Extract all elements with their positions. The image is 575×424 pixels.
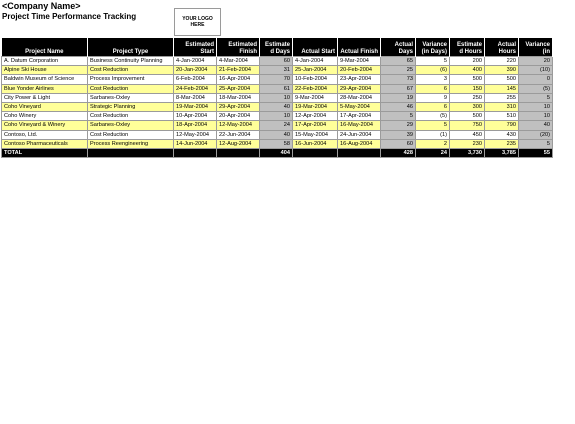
col-variance-days[interactable]: Variance (in Days) [416, 38, 450, 57]
cell-actual-start[interactable]: 17-Apr-2004 [293, 121, 338, 130]
total-variance-days[interactable]: 24 [416, 148, 450, 157]
total-label: TOTAL [2, 148, 88, 157]
col-estimated-days[interactable]: Estimate d Days [260, 38, 293, 57]
cell-variance-days[interactable]: 6 [416, 102, 450, 111]
cell-estimated-hours[interactable]: 250 [450, 93, 485, 102]
col-actual-finish[interactable]: Actual Finish [338, 38, 381, 57]
cell-estimated-start[interactable]: 24-Feb-2004 [174, 84, 217, 93]
cell-actual-hours[interactable]: 500 [485, 75, 519, 84]
cell-actual-start[interactable]: 16-Jun-2004 [293, 139, 338, 148]
cell-project-name[interactable]: Baldwin Museum of Science [2, 75, 88, 84]
cell-actual-start[interactable]: 25-Jan-2004 [293, 66, 338, 75]
cell-actual-finish[interactable]: 20-Feb-2004 [338, 66, 381, 75]
cell-estimated-start[interactable]: 8-Mar-2004 [174, 93, 217, 102]
col-variance-hours[interactable]: Variance (in [519, 38, 553, 57]
cell-actual-start[interactable]: 9-Mar-2004 [293, 93, 338, 102]
col-project-name[interactable]: Project Name [2, 38, 88, 57]
cell-project-type[interactable]: Process Reengineering [88, 139, 174, 148]
total-cell [88, 148, 174, 157]
cell-estimated-start[interactable]: 12-May-2004 [174, 130, 217, 139]
cell-actual-days[interactable]: 60 [381, 139, 416, 148]
cell-estimated-finish[interactable]: 12-May-2004 [217, 121, 260, 130]
cell-variance-hours[interactable]: 10 [519, 102, 553, 111]
cell-estimated-days[interactable]: 60 [260, 57, 293, 66]
cell-variance-days[interactable]: 3 [416, 75, 450, 84]
cell-variance-hours[interactable]: 10 [519, 112, 553, 121]
cell-estimated-start[interactable]: 20-Jan-2004 [174, 66, 217, 75]
cell-estimated-finish[interactable]: 12-Aug-2004 [217, 139, 260, 148]
cell-estimated-start[interactable]: 14-Jun-2004 [174, 139, 217, 148]
cell-actual-hours[interactable]: 790 [485, 121, 519, 130]
cell-variance-days[interactable]: (6) [416, 66, 450, 75]
table-row [2, 130, 553, 139]
cell-estimated-days[interactable]: 61 [260, 84, 293, 93]
cell-project-name[interactable]: Contoso Pharmaceuticals [2, 139, 88, 148]
col-actual-start[interactable]: Actual Start [293, 38, 338, 57]
cell-estimated-hours[interactable]: 150 [450, 84, 485, 93]
cell-actual-start[interactable]: 10-Feb-2004 [293, 75, 338, 84]
cell-estimated-finish[interactable]: 21-Feb-2004 [217, 66, 260, 75]
cell-actual-days[interactable]: 65 [381, 57, 416, 66]
cell-project-name[interactable]: City Power & Light [2, 93, 88, 102]
cell-estimated-start[interactable]: 10-Apr-2004 [174, 112, 217, 121]
cell-actual-hours[interactable]: 145 [485, 84, 519, 93]
cell-estimated-start[interactable]: 18-Apr-2004 [174, 121, 217, 130]
table-row [2, 93, 553, 102]
cell-actual-finish[interactable]: 16-May-2004 [338, 121, 381, 130]
cell-estimated-hours[interactable]: 750 [450, 121, 485, 130]
cell-actual-days[interactable]: 25 [381, 66, 416, 75]
total-estimated-hours[interactable]: 3,730 [450, 148, 485, 157]
cell-variance-hours[interactable]: 0 [519, 75, 553, 84]
cell-actual-hours[interactable]: 255 [485, 93, 519, 102]
cell-variance-days[interactable]: 5 [416, 121, 450, 130]
cell-project-name[interactable]: A. Datum Corporation [2, 57, 88, 66]
cell-actual-finish[interactable]: 29-Apr-2004 [338, 84, 381, 93]
cell-estimated-days[interactable]: 10 [260, 93, 293, 102]
cell-actual-finish[interactable]: 28-Mar-2004 [338, 93, 381, 102]
table-row [2, 139, 553, 148]
cell-variance-hours[interactable]: 5 [519, 93, 553, 102]
cell-estimated-start[interactable]: 4-Jan-2004 [174, 57, 217, 66]
cell-variance-days[interactable]: 2 [416, 139, 450, 148]
total-actual-days[interactable]: 428 [381, 148, 416, 157]
cell-actual-start[interactable]: 22-Feb-2004 [293, 84, 338, 93]
cell-project-type[interactable]: Cost Reduction [88, 66, 174, 75]
cell-variance-days[interactable]: 5 [416, 57, 450, 66]
cell-estimated-days[interactable]: 10 [260, 112, 293, 121]
col-estimated-hours[interactable]: Estimate d Hours [450, 38, 485, 57]
table-row [2, 102, 553, 111]
cell-project-type[interactable]: Sarbanes-Oxley [88, 121, 174, 130]
cell-variance-hours[interactable]: 40 [519, 121, 553, 130]
total-variance-hours[interactable]: 55 [519, 148, 553, 157]
total-cell [174, 148, 217, 157]
col-estimated-finish[interactable]: Estimated Finish [217, 38, 260, 57]
cell-project-name[interactable]: Contoso, Ltd. [2, 130, 88, 139]
cell-project-type[interactable]: Sarbanes-Oxley [88, 93, 174, 102]
cell-actual-hours[interactable]: 390 [485, 66, 519, 75]
cell-project-name[interactable]: Alpine Ski House [2, 66, 88, 75]
cell-actual-start[interactable]: 12-Apr-2004 [293, 112, 338, 121]
cell-actual-hours[interactable]: 510 [485, 112, 519, 121]
cell-estimated-finish[interactable]: 29-Apr-2004 [217, 102, 260, 111]
cell-variance-days[interactable]: 6 [416, 84, 450, 93]
total-estimated-days[interactable]: 404 [260, 148, 293, 157]
total-cell [338, 148, 381, 157]
cell-estimated-days[interactable]: 40 [260, 130, 293, 139]
cell-estimated-finish[interactable]: 4-Mar-2004 [217, 57, 260, 66]
cell-actual-finish[interactable]: 23-Apr-2004 [338, 75, 381, 84]
cell-estimated-hours[interactable]: 230 [450, 139, 485, 148]
cell-actual-finish[interactable]: 16-Aug-2004 [338, 139, 381, 148]
total-row [2, 148, 553, 157]
table-row [2, 57, 553, 66]
cell-estimated-finish[interactable]: 20-Apr-2004 [217, 112, 260, 121]
cell-actual-finish[interactable]: 17-Apr-2004 [338, 112, 381, 121]
col-actual-days[interactable]: Actual Days [381, 38, 416, 57]
cell-project-type[interactable]: Process Improvement [88, 75, 174, 84]
logo-text-line2: HERE [190, 22, 205, 28]
cell-actual-finish[interactable]: 24-Jun-2004 [338, 130, 381, 139]
cell-project-type[interactable]: Strategic Planning [88, 102, 174, 111]
cell-estimated-hours[interactable]: 300 [450, 102, 485, 111]
cell-estimated-finish[interactable]: 16-Apr-2004 [217, 75, 260, 84]
table-row [2, 112, 553, 121]
total-cell [293, 148, 338, 157]
company-name: <Company Name> [2, 1, 81, 11]
cell-actual-days[interactable]: 39 [381, 130, 416, 139]
cell-actual-hours[interactable]: 310 [485, 102, 519, 111]
cell-project-type[interactable]: Cost Reduction [88, 112, 174, 121]
table-row [2, 75, 553, 84]
table-row [2, 66, 553, 75]
header-row [2, 38, 553, 57]
cell-estimated-finish[interactable]: 18-Mar-2004 [217, 93, 260, 102]
cell-estimated-days[interactable]: 31 [260, 66, 293, 75]
cell-actual-days[interactable]: 46 [381, 102, 416, 111]
cell-actual-days[interactable]: 5 [381, 112, 416, 121]
cell-actual-days[interactable]: 19 [381, 93, 416, 102]
cell-actual-days[interactable]: 73 [381, 75, 416, 84]
cell-actual-hours[interactable]: 235 [485, 139, 519, 148]
cell-variance-hours[interactable]: (20) [519, 130, 553, 139]
col-actual-hours[interactable]: Actual Hours [485, 38, 519, 57]
total-cell [217, 148, 260, 157]
cell-variance-days[interactable]: 9 [416, 93, 450, 102]
cell-variance-hours[interactable]: (5) [519, 84, 553, 93]
cell-project-name[interactable]: Coho Winery [2, 112, 88, 121]
col-estimated-start[interactable]: Estimated Start [174, 38, 217, 57]
page-title: Project Time Performance Tracking [2, 12, 137, 21]
col-project-type[interactable]: Project Type [88, 38, 174, 57]
cell-actual-start[interactable]: 4-Jan-2004 [293, 57, 338, 66]
cell-estimated-start[interactable]: 6-Feb-2004 [174, 75, 217, 84]
table-row [2, 84, 553, 93]
cell-actual-finish[interactable]: 5-May-2004 [338, 102, 381, 111]
cell-variance-hours[interactable]: 5 [519, 139, 553, 148]
cell-actual-start[interactable]: 15-May-2004 [293, 130, 338, 139]
logo-text-line1: YOUR LOGO [182, 15, 213, 22]
cell-project-name[interactable]: Coho Vineyard [2, 102, 88, 111]
cell-variance-days[interactable]: (5) [416, 112, 450, 121]
cell-project-type[interactable]: Cost Reduction [88, 130, 174, 139]
logo-placeholder [174, 8, 221, 36]
cell-actual-finish[interactable]: 9-Mar-2004 [338, 57, 381, 66]
cell-project-type[interactable]: Business Continuity Planning [88, 57, 174, 66]
cell-estimated-days[interactable]: 24 [260, 121, 293, 130]
cell-estimated-hours[interactable]: 200 [450, 57, 485, 66]
cell-estimated-days[interactable]: 70 [260, 75, 293, 84]
cell-actual-hours[interactable]: 430 [485, 130, 519, 139]
cell-estimated-finish[interactable]: 22-Jun-2004 [217, 130, 260, 139]
cell-estimated-days[interactable]: 40 [260, 102, 293, 111]
cell-actual-days[interactable]: 29 [381, 121, 416, 130]
table-row [2, 121, 553, 130]
cell-actual-hours[interactable]: 220 [485, 57, 519, 66]
cell-variance-hours[interactable]: 20 [519, 57, 553, 66]
cell-estimated-start[interactable]: 19-Mar-2004 [174, 102, 217, 111]
cell-project-name[interactable]: Blue Yonder Airlines [2, 84, 88, 93]
cell-estimated-hours[interactable]: 500 [450, 112, 485, 121]
tracking-table [1, 38, 553, 158]
cell-estimated-hours[interactable]: 450 [450, 130, 485, 139]
cell-project-type[interactable]: Cost Reduction [88, 84, 174, 93]
cell-actual-days[interactable]: 67 [381, 84, 416, 93]
cell-estimated-hours[interactable]: 400 [450, 66, 485, 75]
total-actual-hours[interactable]: 3,785 [485, 148, 519, 157]
cell-variance-days[interactable]: (1) [416, 130, 450, 139]
cell-estimated-days[interactable]: 58 [260, 139, 293, 148]
cell-variance-hours[interactable]: (10) [519, 66, 553, 75]
cell-estimated-finish[interactable]: 25-Apr-2004 [217, 84, 260, 93]
cell-actual-start[interactable]: 19-Mar-2004 [293, 102, 338, 111]
cell-project-name[interactable]: Coho Vineyard & Winery [2, 121, 88, 130]
cell-estimated-hours[interactable]: 500 [450, 75, 485, 84]
